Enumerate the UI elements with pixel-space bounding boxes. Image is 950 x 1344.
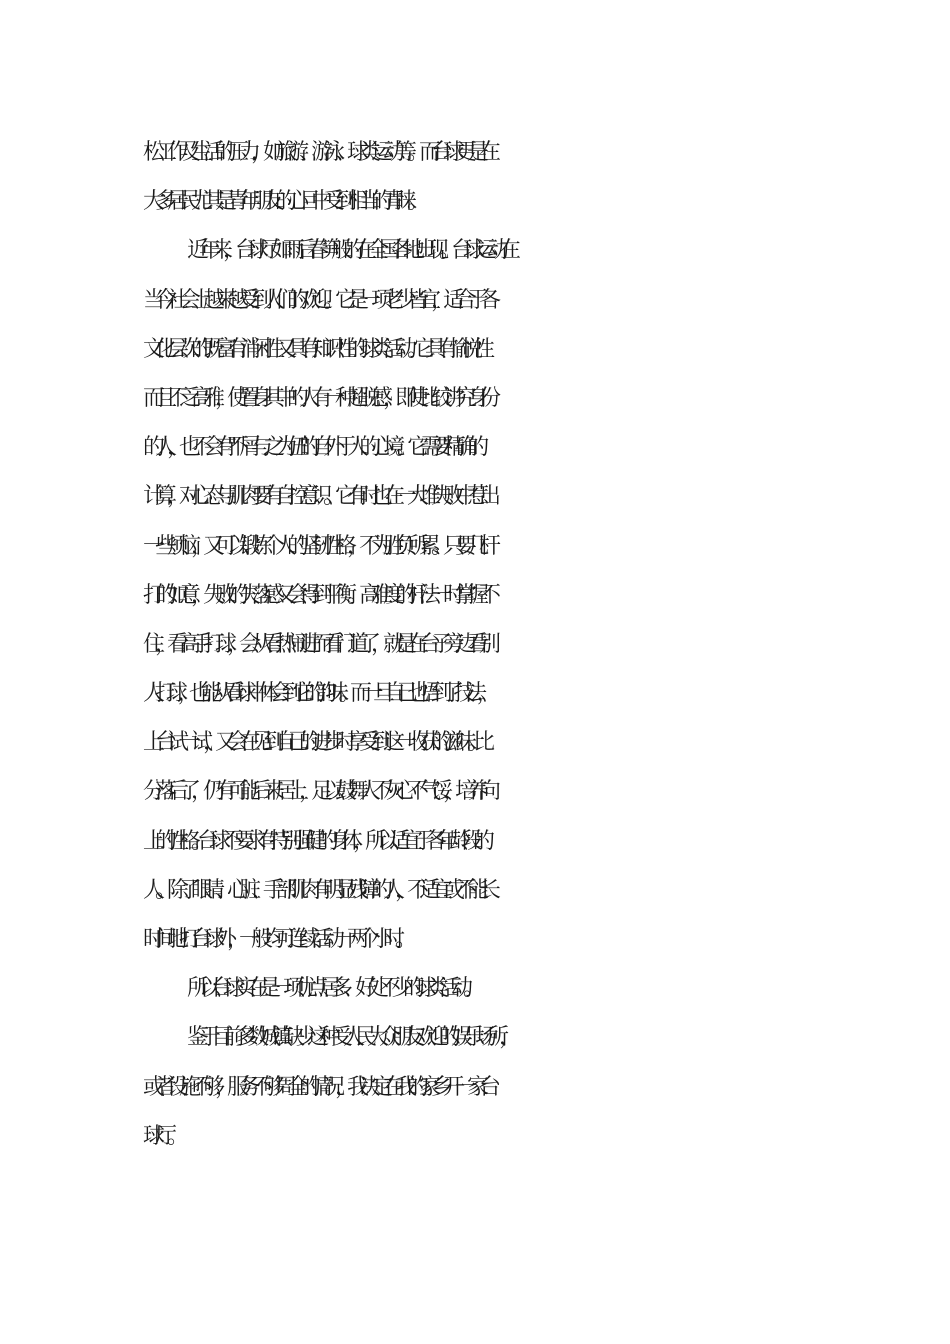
text-line: 计算，对心态与肌肉要有自控意识。它有时也在一大堆失败中惹出 bbox=[143, 484, 492, 510]
document-body bbox=[143, 128, 823, 1161]
text-line: 所以台球实在是一项优点居多、好处不少的球类活动。 bbox=[187, 976, 476, 1002]
text-line: 当今社会上越来越受到人们的欢迎。它是一项老少皆宜，适合于各 bbox=[143, 287, 492, 313]
text-line: 文化层次的既富有消闲性又具有知识性的球类活动。 它具有愉悦性 bbox=[143, 336, 485, 362]
text-line: 而且不乏高雅，使置身其中的人有一种超脱感，即使比较讲究身份 bbox=[143, 385, 492, 411]
text-line: 上台试一试，又会在见到自己的进步时享受到这一收获的滋味。 比 bbox=[143, 730, 485, 756]
text-line: 上的性格。 台球不要求有特别强健的身体，所以适宜于各年龄段的 bbox=[143, 828, 485, 854]
text-line: 时间地打台球外，一般均可连续活动一两个小时。 bbox=[143, 927, 408, 952]
text-line: 鉴于目前多数城镇缺少这种受人民大众朋友欢迎的娱乐场所， bbox=[187, 1025, 512, 1051]
text-line: 打的如意，失败的失落感又会得到平衡。高难度的杆法一时掌握不 bbox=[143, 582, 492, 608]
text-line: 一些烦恼，又可以锻炼个人的坚韧性格，不为胜负所累。只要几杆 bbox=[143, 533, 492, 559]
text-line: 球厅。 bbox=[143, 1123, 180, 1149]
text-line: 住，看高手打球，会从看热闹进而看门道了，就是在台子旁边看别 bbox=[143, 631, 492, 657]
text-line: 松工作及生活的压力，如旅游、游泳、球类运动等。而台球更是在 bbox=[143, 140, 492, 165]
text-line: 人。除了眼睛、心脏、手部肌肉有明显残障的人，不适宜或不能长 bbox=[143, 877, 492, 903]
text-line: 人打球，也能从看球中体会到它的韵味。而一旦自己也悟到了技法， bbox=[143, 681, 489, 707]
text-line: 大多居民尤其是青年朋友的心目中受到相当的青睐。 bbox=[143, 189, 420, 215]
text-line: 分落后了，仍有可能后来居上，足以鼓舞人不灰心不气馁，培养向 bbox=[143, 779, 492, 805]
text-line: 近年来，台球厅如雨后春笋般的在全国各地出现。台球运动在 bbox=[187, 238, 512, 264]
text-line: 的人，也不会有"不屑与之为伍"的自外于人的心境。它需要精确的 bbox=[143, 435, 480, 461]
text-line: 或者设施不够，服务不够周全的情况，我决定在我的家乡开一家台 bbox=[143, 1074, 492, 1100]
